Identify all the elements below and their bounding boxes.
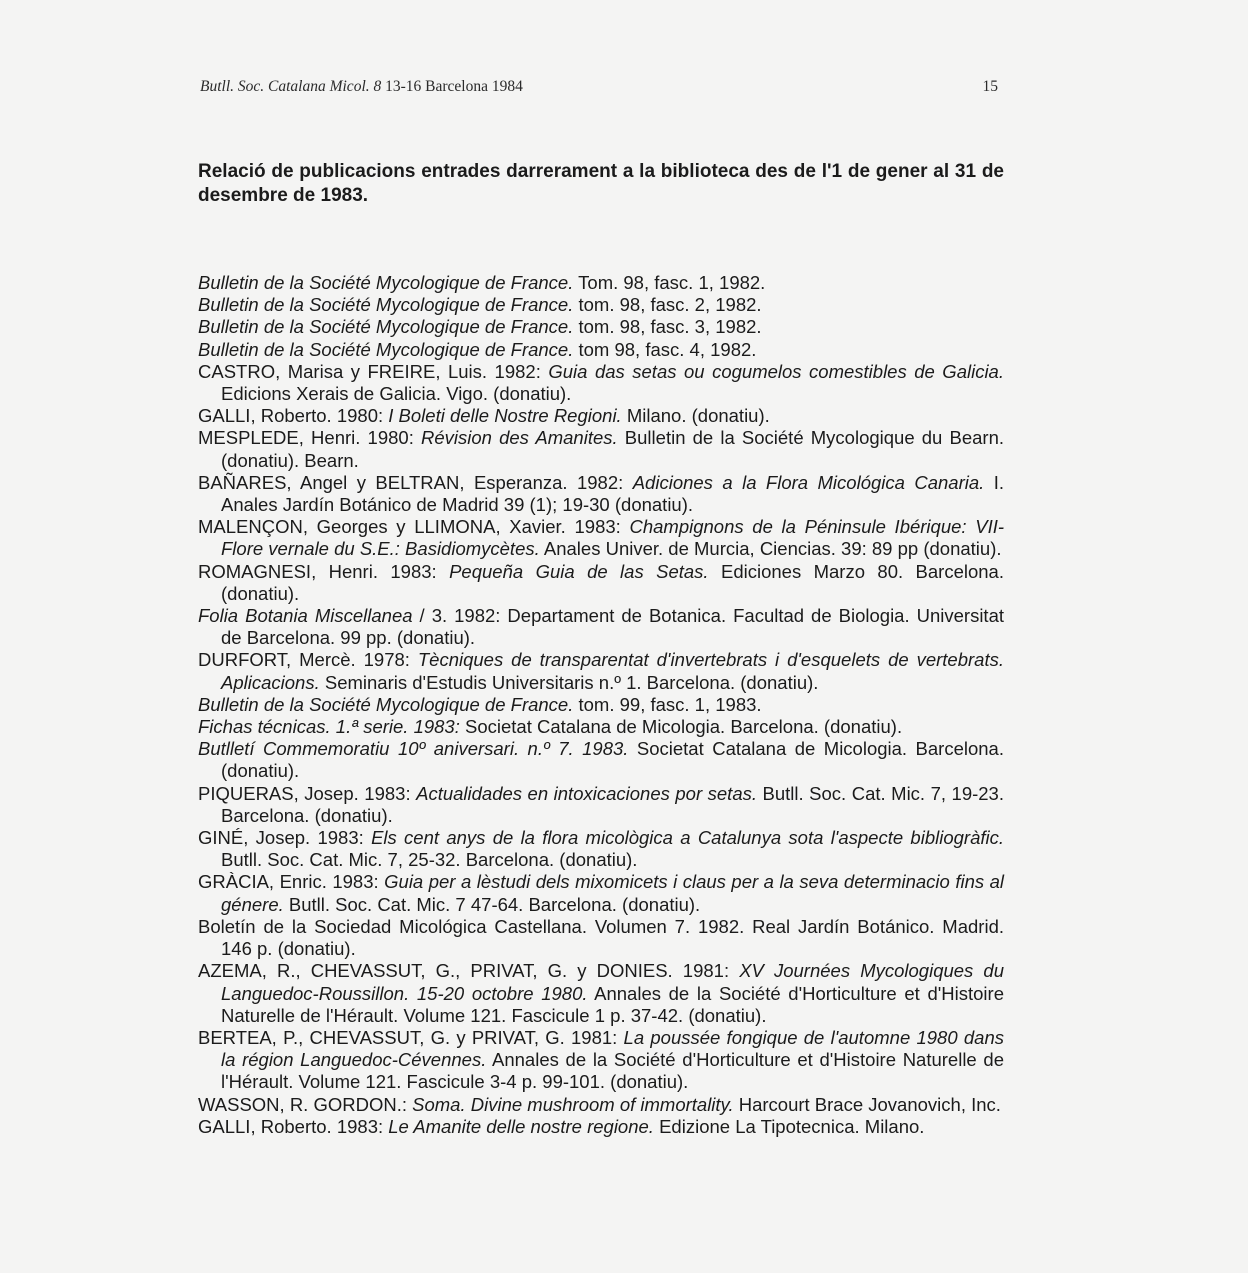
entry-title: Butlletí Commemoratiu 10º aniversari. n.º 7. 1983. <box>198 738 629 760</box>
list-item <box>198 871 1004 915</box>
list-item <box>198 472 1004 516</box>
entry-text: Seminaris d'Estudis Universitaris n.º 1. Barcelona. (donatiu). <box>319 671 819 693</box>
entry-title: Fichas técnicas. 1.ª serie. 1983: <box>198 716 460 738</box>
list-item <box>198 716 1004 738</box>
entry-text: Societat Catalana de Micologia. Barcelona. (donatiu). <box>459 716 903 738</box>
entry-title: Bulletin de la Société Mycologique de France. <box>198 338 574 360</box>
entry-text: CASTRO, Marisa y FREIRE, Luis. 1982: <box>198 360 549 382</box>
entry-title: Bulletin de la Société Mycologique de France. <box>198 693 574 715</box>
entry-text: ROMAGNESI, Henri. 1983: <box>198 560 450 582</box>
entry-text: MALENÇON, Georges y LLIMONA, Xavier. 1983: <box>198 516 630 538</box>
entry-text: Bulletin de la Société Mycologique du Bearn. (donatiu). Bearn. <box>221 427 1005 471</box>
entry-text: GALLI, Roberto. 1980: <box>198 405 389 427</box>
entry-title: Bulletin de la Société Mycologique de France. <box>198 316 574 338</box>
list-item <box>198 694 1004 716</box>
entry-text: tom 98, fasc. 4, 1982. <box>573 338 757 360</box>
journal-name: Butll. Soc. Catalana Micol. <box>200 78 370 95</box>
page-number: 15 <box>982 78 998 95</box>
entry-title: Bulletin de la Société Mycologique de France. <box>198 294 574 316</box>
entry-title: XV Journées Mycologiques du Languedoc-Roussillon. 15-20 octobre 1980. <box>221 960 1004 1004</box>
entry-title: Tècniques de transparentat d'invertebrats i d'esquelets de vertebrats. Aplicacions. <box>221 649 1004 693</box>
entry-title: Le Amanite delle nostre regione. <box>388 1115 654 1137</box>
entry-text: DURFORT, Mercè. 1978: <box>198 649 418 671</box>
list-item <box>198 339 1004 361</box>
entry-title: La poussée fongique de l'automne 1980 dans la région Languedoc-Cévennes. <box>221 1026 1004 1071</box>
list-item <box>198 1094 1004 1116</box>
entry-text: Butll. Soc. Cat. Mic. 7 47-64. Barcelona. (donatiu). <box>283 893 701 915</box>
list-item <box>198 827 1004 871</box>
list-item <box>198 1116 1004 1138</box>
entry-title: Champignons de la Péninsule Ibérique: VII- Flore vernale du S.E.: Basidiomycètes. <box>221 516 1005 560</box>
entry-text: Societat Catalana de Micologia. Barcelona. (donatiu). <box>221 738 1004 782</box>
entry-title: Guia per a lèstudi dels mixomicets i claus per a la seva determinacio fins al génere. <box>221 871 1004 915</box>
journal-pages: 13-16 <box>385 78 422 95</box>
entry-text: tom. 98, fasc. 2, 1982. <box>573 294 762 316</box>
entry-text: AZEMA, R., CHEVASSUT, G., PRIVAT, G. y DONIES. 1981: <box>198 960 740 982</box>
entry-text: BERTEA, P., CHEVASSUT, G. y PRIVAT, G. 1981: <box>198 1026 624 1048</box>
running-head <box>200 78 998 96</box>
entry-text: WASSON, R. GORDON.: <box>198 1093 413 1115</box>
list-item <box>198 605 1004 649</box>
entry-text: Ediciones Marzo 80. Barcelona. (donatiu). <box>221 560 1004 604</box>
list-item <box>198 361 1004 405</box>
list-item <box>198 916 1004 960</box>
entry-title: Folia Botania Miscellanea <box>198 605 413 627</box>
entry-title: I Boleti delle Nostre Regioni. <box>388 405 622 427</box>
entry-text: tom. 98, fasc. 3, 1982. <box>573 316 762 338</box>
entry-text: I. Anales Jardín Botánico de Madrid 39 (1); 19-30 (donatiu). <box>221 471 1005 516</box>
entry-text: GALLI, Roberto. 1983: <box>198 1115 389 1137</box>
entry-title: Soma. Divine mushroom of immortality. <box>412 1093 734 1115</box>
entry-title: Bulletin de la Société Mycologique de France. <box>198 272 574 293</box>
entry-title: Actualidades en intoxicaciones por setas. <box>416 782 757 804</box>
list-item <box>198 516 1004 560</box>
list-item <box>198 427 1004 471</box>
list-item <box>198 561 1004 605</box>
entry-title: Adiciones a la Flora Micológica Canaria. <box>632 471 985 493</box>
list-item <box>198 738 1004 782</box>
list-item <box>198 294 1004 316</box>
entry-text: Tom. 98, fasc. 1, 1982. <box>573 272 766 293</box>
list-item <box>198 783 1004 827</box>
entry-text: Edicions Xerais de Galicia. Vigo. (donatiu). <box>221 383 572 405</box>
entry-text: / 3. 1982: Departament de Botanica. Facultad de Biologia. Universitat de Barcelona. 99 pp. (donatiu). <box>221 605 1004 649</box>
entry-text: Harcourt Brace Jovanovich, Inc. <box>733 1093 1001 1115</box>
entry-text: Annales de la Société d'Horticulture et d'Histoire Naturelle de l'Hérault. Volume 121. Fascicule 1 p. 37-42. (donatiu). <box>221 982 1004 1026</box>
entry-text: PIQUERAS, Josep. 1983: <box>198 782 417 804</box>
entry-title: Révision des Amanites. <box>421 427 618 449</box>
list-item <box>198 405 1004 427</box>
entry-title: Guia das setas ou cogumelos comestibles de Galicia. <box>548 360 1004 382</box>
entry-text: Boletín de la Sociedad Micológica Castellana. Volumen 7. 1982. Real Jardín Botánico. Madrid. 146 p. (donatiu). <box>198 915 1004 960</box>
entry-text: Edizione La Tipotecnica. Milano. <box>653 1115 925 1137</box>
entry-text: BAÑARES, Angel y BELTRAN, Esperanza. 1982: <box>198 471 633 493</box>
entry-text: tom. 99, fasc. 1, 1983. <box>573 693 762 715</box>
place-year: Barcelona 1984 <box>425 78 523 95</box>
entry-text: GRÀCIA, Enric. 1983: <box>198 871 385 893</box>
list-item <box>198 960 1004 1027</box>
entry-text: Anales Univer. de Murcia, Ciencias. 39: 89 pp (donatiu). <box>539 538 1002 560</box>
entry-title: Pequeña Guia de las Setas. <box>449 560 709 582</box>
entry-text: Annales de la Société d'Horticulture et d'Histoire Naturelle de l'Hérault. Volume 121. Fascicule 3-4 p. 99-101. (donatiu). <box>221 1049 1004 1093</box>
list-item <box>198 649 1004 693</box>
list-item <box>198 316 1004 338</box>
entry-text: Milano. (donatiu). <box>621 405 770 427</box>
list-item <box>198 272 1004 294</box>
journal-volume: 8 <box>373 78 382 95</box>
list-item <box>198 1027 1004 1094</box>
publication-list <box>198 272 1004 1138</box>
entry-text: GINÉ, Josep. 1983: <box>198 827 372 849</box>
entry-text: MESPLEDE, Henri. 1980: <box>198 427 421 449</box>
entry-text: Butll. Soc. Cat. Mic. 7, 19-23. Barcelona. (donatiu). <box>221 782 1004 826</box>
page-title: Relació de publicacions entrades darrerament a la biblioteca des de l'1 de gener al 31 de desembre de 1983. <box>198 161 1004 206</box>
entry-title: Els cent anys de la flora micològica a Catalunya sota l'aspecte bibliogràfic. <box>371 827 1004 849</box>
entry-text: Butll. Soc. Cat. Mic. 7, 25-32. Barcelona. (donatiu). <box>221 849 638 871</box>
